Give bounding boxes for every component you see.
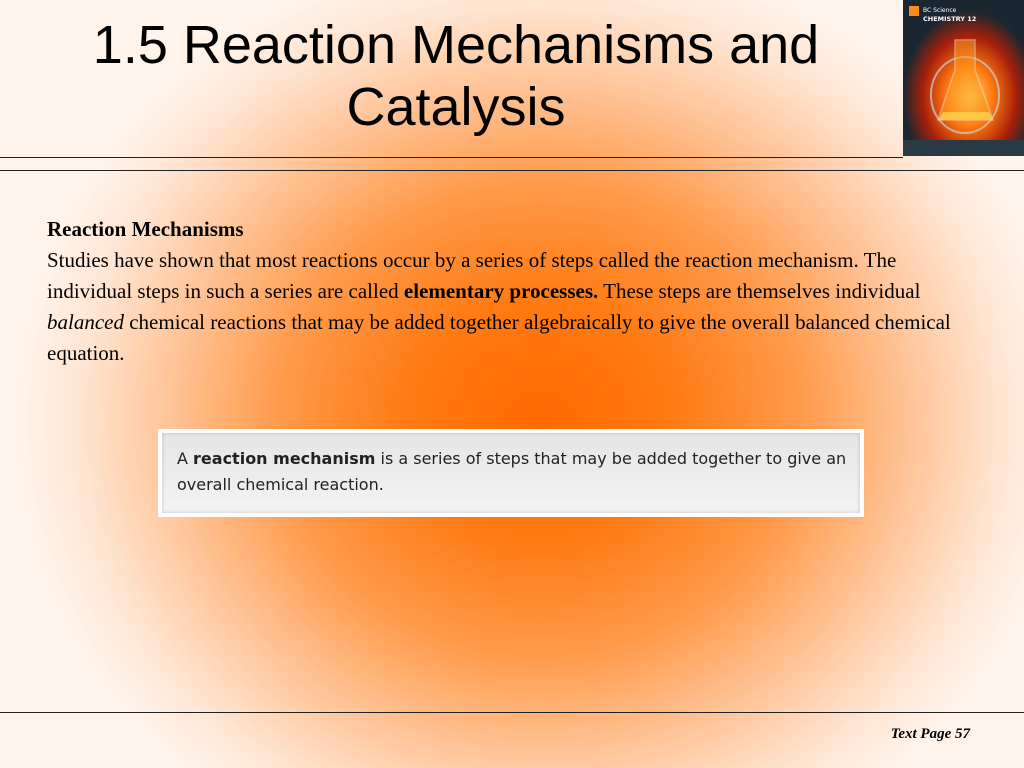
callout-prefix: A xyxy=(177,449,194,468)
bottom-rule xyxy=(0,712,1024,713)
top-rule-1 xyxy=(0,157,903,158)
balanced-term: balanced xyxy=(47,310,124,334)
textbook-cover-image xyxy=(903,0,1024,156)
callout-suffix: is a series of steps that may be added together to give an overall chemical reaction. xyxy=(177,449,847,494)
cover-text-line2: CHEMISTRY 12 xyxy=(923,15,977,23)
elementary-processes-term: elementary processes. xyxy=(403,279,599,303)
textbook-cover-art xyxy=(903,0,1024,156)
body-text xyxy=(47,214,977,369)
title-line-1: 1.5 Reaction Mechanisms and xyxy=(92,15,820,75)
callout-box xyxy=(162,433,860,513)
callout-text xyxy=(177,446,847,498)
section-heading: Reaction Mechanisms xyxy=(47,217,244,241)
paragraph-text-1: Studies have shown that most reactions occur by a series of steps called the reaction mechanism. The individual steps in such a series are called xyxy=(47,248,897,303)
callout-term: reaction mechanism xyxy=(193,449,376,468)
page-reference: Text Page 57 xyxy=(890,726,970,742)
cover-logo-icon xyxy=(909,6,919,16)
cover-text-line1: BC Science xyxy=(923,7,957,14)
paragraph-text-2: These steps are themselves individual xyxy=(598,279,921,303)
paragraph-text-3: chemical reactions that may be added together algebraically to give the overall balanced chemical equation. xyxy=(47,310,951,365)
top-rule-2 xyxy=(0,170,1024,171)
title-line-2: Catalysis xyxy=(346,77,566,137)
slide-title xyxy=(0,14,912,138)
definition-callout xyxy=(158,429,864,517)
